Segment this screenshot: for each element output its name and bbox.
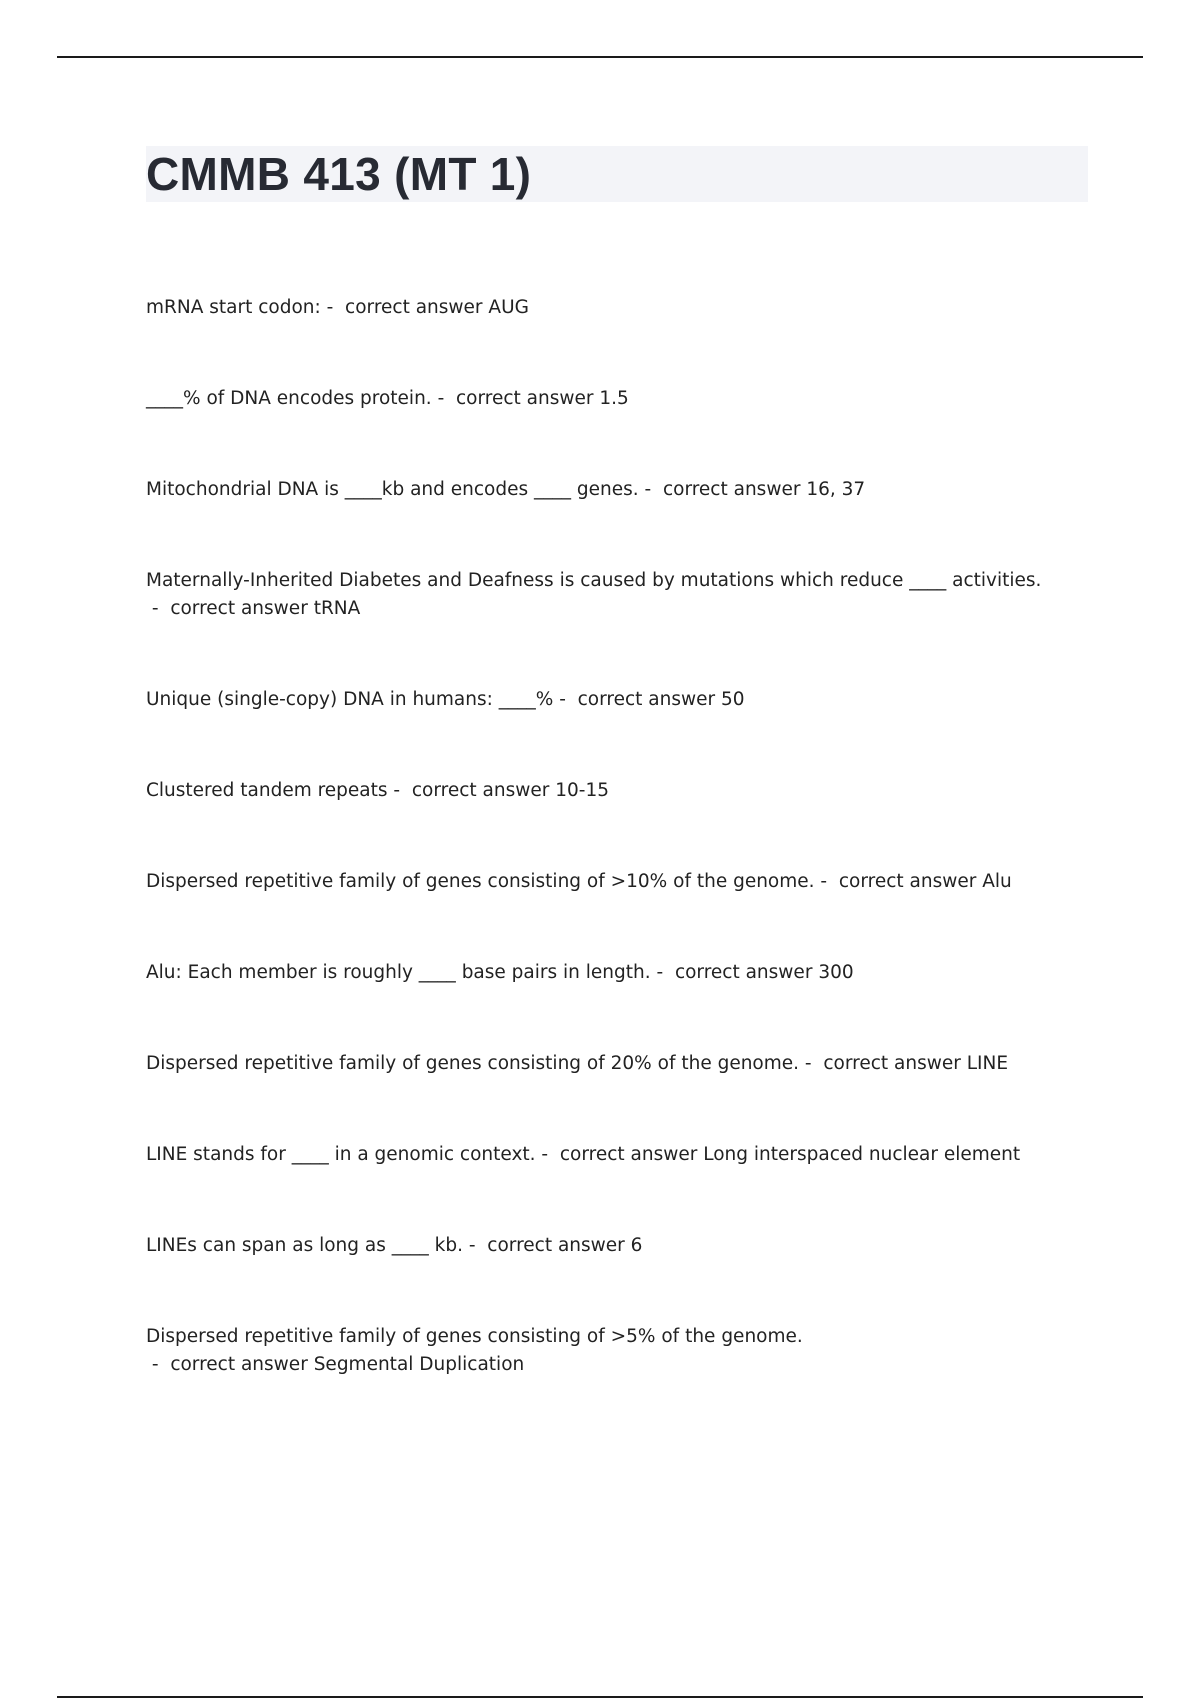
qa-item	[146, 1232, 1046, 1323]
qa-item	[146, 777, 1046, 868]
question-text: mRNA start codon:	[146, 297, 321, 318]
answer-prefix: - correct answer	[799, 1053, 967, 1074]
question-text: Maternally-Inherited Diabetes and Deafness is caused by mutations which reduce ____ activities.	[146, 570, 1042, 591]
question-text: LINE stands for ____ in a genomic context.	[146, 1144, 536, 1165]
bottom-divider	[57, 1696, 1143, 1698]
qa-item	[146, 1050, 1046, 1141]
question-text: Dispersed repetitive family of genes consisting of 20% of the genome.	[146, 1053, 800, 1074]
question-text: Clustered tandem repeats	[146, 780, 388, 801]
answer-text: 6	[630, 1235, 643, 1256]
question-text: Dispersed repetitive family of genes consisting of >10% of the genome.	[146, 871, 815, 892]
qa-item	[146, 686, 1046, 777]
top-divider	[57, 56, 1143, 58]
answer-text: 16, 37	[806, 479, 866, 500]
qa-item	[146, 476, 1046, 567]
answer-prefix: - correct answer	[387, 780, 556, 801]
answer-prefix: - correct answer	[146, 598, 314, 619]
answer-text: Alu	[982, 871, 1012, 892]
answer-prefix: - correct answer	[320, 297, 489, 318]
qa-item	[146, 567, 1046, 686]
answer-prefix: - correct answer	[146, 1354, 314, 1375]
answer-prefix: - correct answer	[535, 1144, 704, 1165]
answer-text: 10-15	[555, 780, 609, 801]
answer-text: 50	[721, 689, 745, 710]
question-text: LINEs can span as long as ____ kb.	[146, 1235, 463, 1256]
question-text: Dispersed repetitive family of genes consisting of >5% of the genome.	[146, 1326, 803, 1347]
answer-prefix: - correct answer	[814, 871, 983, 892]
answer-text: Long interspaced nuclear element	[703, 1144, 1021, 1165]
qa-item	[146, 959, 1046, 1050]
answer-prefix: - correct answer	[650, 962, 819, 983]
answer-text: Segmental Duplication	[313, 1354, 525, 1375]
answer-prefix: - correct answer	[638, 479, 807, 500]
answer-text: 300	[818, 962, 854, 983]
answer-text: tRNA	[313, 598, 361, 619]
document-title: CMMB 413 (MT 1)	[146, 148, 532, 200]
question-answer-list	[146, 294, 1046, 1442]
answer-text: LINE	[966, 1053, 1009, 1074]
qa-item	[146, 1141, 1046, 1232]
answer-prefix: - correct answer	[553, 689, 721, 710]
answer-text: AUG	[488, 297, 529, 318]
qa-item	[146, 1323, 1046, 1442]
question-text: ____% of DNA encodes protein.	[146, 388, 432, 409]
answer-text: 1.5	[599, 388, 629, 409]
qa-item	[146, 294, 1046, 385]
qa-item	[146, 385, 1046, 476]
question-text: Unique (single-copy) DNA in humans: ____%	[146, 689, 554, 710]
question-text: Mitochondrial DNA is ____kb and encodes ____ genes.	[146, 479, 639, 500]
qa-item	[146, 868, 1046, 959]
answer-prefix: - correct answer	[431, 388, 600, 409]
question-text: Alu: Each member is roughly ____ base pairs in length.	[146, 962, 651, 983]
answer-prefix: - correct answer	[462, 1235, 631, 1256]
